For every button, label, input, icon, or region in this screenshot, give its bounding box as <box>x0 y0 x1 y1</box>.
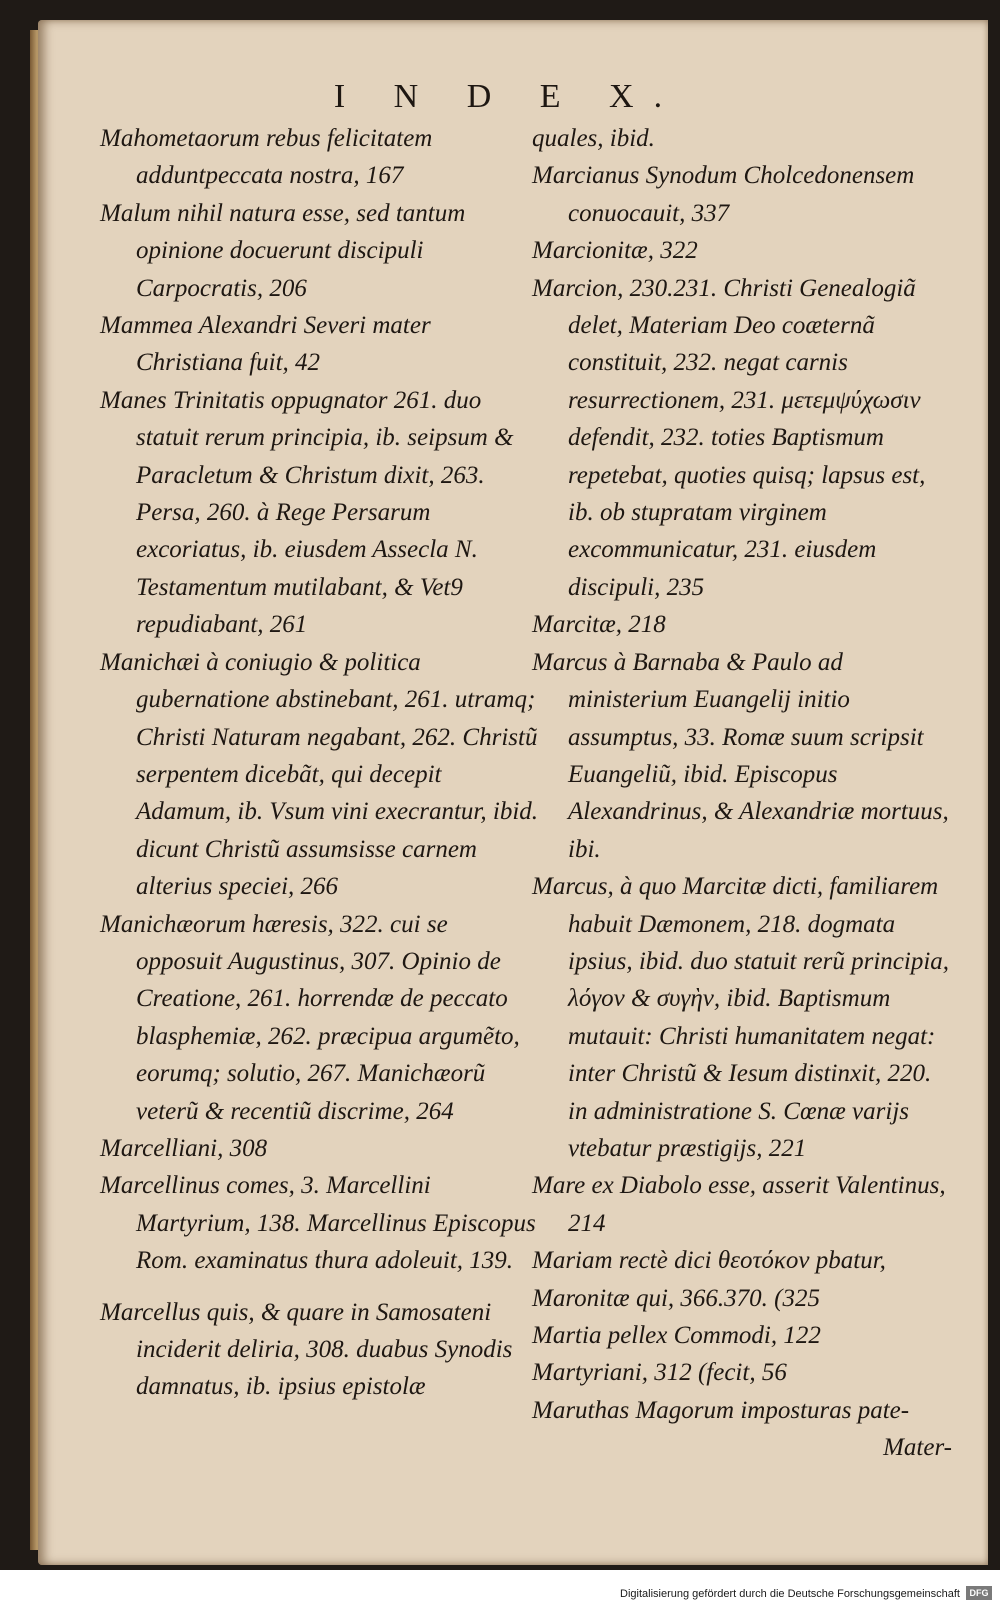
index-entry: Malum nihil natura esse, sed tantum opinione docuerunt discipuli Carpocratis, 206 <box>100 199 466 302</box>
spacer <box>100 1280 540 1294</box>
index-entry: Maronitæ qui, 366.370. (325 <box>532 1284 820 1312</box>
footer-bar <box>0 1570 1000 1605</box>
dfg-logo: DFG <box>966 1586 992 1600</box>
index-entry: Marcus, à quo Marcitæ dicti, familiarem habuit Dæmonem, 218. dogmata ipsius, ibid. duo statuit rerũ principia, λόγον & συγὴν, ibid. Baptismum mutauit: Christi humanitatem negat: inter Christũ & Iesum distinxit, 220. in administratione S. Cœnæ varijs vtebatur præstigijs, 221 <box>532 873 950 1162</box>
index-entry: Martyriani, 312 (fecit, 56 <box>532 1359 787 1387</box>
index-column-left <box>100 120 540 1406</box>
index-entry: Mariam rectè dici θεοτόκον pbatur, <box>532 1247 886 1275</box>
index-entry: Marcitæ, 218 <box>532 611 666 639</box>
index-entry: Marcellinus comes, 3. Marcellini Martyrium, 138. Marcellinus Episcopus Rom. examinatus thura adoleuit, 139. <box>100 1172 536 1275</box>
catchword: Mater- <box>883 1434 952 1462</box>
index-entry: Marcionitæ, 322 <box>532 237 698 265</box>
index-entry: Manichæi à coniugio & politica gubernatione abstinebant, 261. utramq; Christi Naturam negabant, 262. Christũ serpentem dicebãt, qui decepit Adamum, ib. Vsum vini execrantur, ibid. dicunt Christũ assumsisse carnem alterius speciei, 266 <box>100 648 539 901</box>
index-entry: Marcellus quis, & quare in Samosateni inciderit deliria, 308. duabus Synodis damnatus, ib. ipsius epistolæ <box>100 1298 513 1401</box>
index-entry: Marcianus Synodum Cholcedonensem conuocauit, 337 <box>532 162 915 227</box>
index-entry: Marcus à Barnaba & Paulo ad ministerium Euangelij initio assumptus, 33. Romæ suum scripsit Euangeliũ, ibid. Episcopus Alexandrinus, & Alexandriæ mortuus, ibi. <box>532 648 949 863</box>
page-heading: I N D E X. <box>333 78 683 115</box>
index-entry: Mare ex Diabolo esse, asserit Valentinus, 214 <box>532 1172 946 1237</box>
index-entry: Manichæorum hæresis, 322. cui se opposuit Augustinus, 307. Opinio de Creatione, 261. horrendæ de peccato blasphemiæ, 262. præcipua argumẽto, eorumq; solutio, 267. Manichæorũ veterũ & recentiũ discrime, 264 <box>100 910 520 1125</box>
index-entry: Marcelliani, 308 <box>100 1134 268 1162</box>
index-column-right <box>532 120 952 1467</box>
index-entry: quales, ibid. <box>532 125 655 152</box>
index-entry: Marcion, 230.231. Christi Genealogiã delet, Materiam Deo coæternã constituit, 232. negat carnis resurrectionem, 231. μετεμψύχωσιν defendit, 232. toties Baptismum repetebat, quoties quisq; lapsus est, ib. ob stupratam virginem excommunicatur, 231. eiusdem discipuli, 235 <box>532 274 926 601</box>
index-entry: Maruthas Magorum imposturas pate- <box>532 1396 910 1424</box>
index-entry: Manes Trinitatis oppugnator 261. duo statuit rerum principia, ib. seipsum & Paracletum & Christum dixit, 263. Persa, 260. à Rege Persarum excoriatus, ib. eiusdem Assecla N. Testamentum mutilabant, & Vet9 repudiabant, 261 <box>100 386 514 639</box>
funding-credit: Digitalisierung gefördert durch die Deutsche Forschungsgemeinschaft <box>620 1588 960 1600</box>
index-entry: Mahometaorum rebus felicitatem adduntpeccata nostra, 167 <box>100 125 433 190</box>
index-entry: Martia pellex Commodi, 122 <box>532 1322 821 1349</box>
index-entry: Mammea Alexandri Severi mater Christiana fuit, 42 <box>100 312 431 377</box>
